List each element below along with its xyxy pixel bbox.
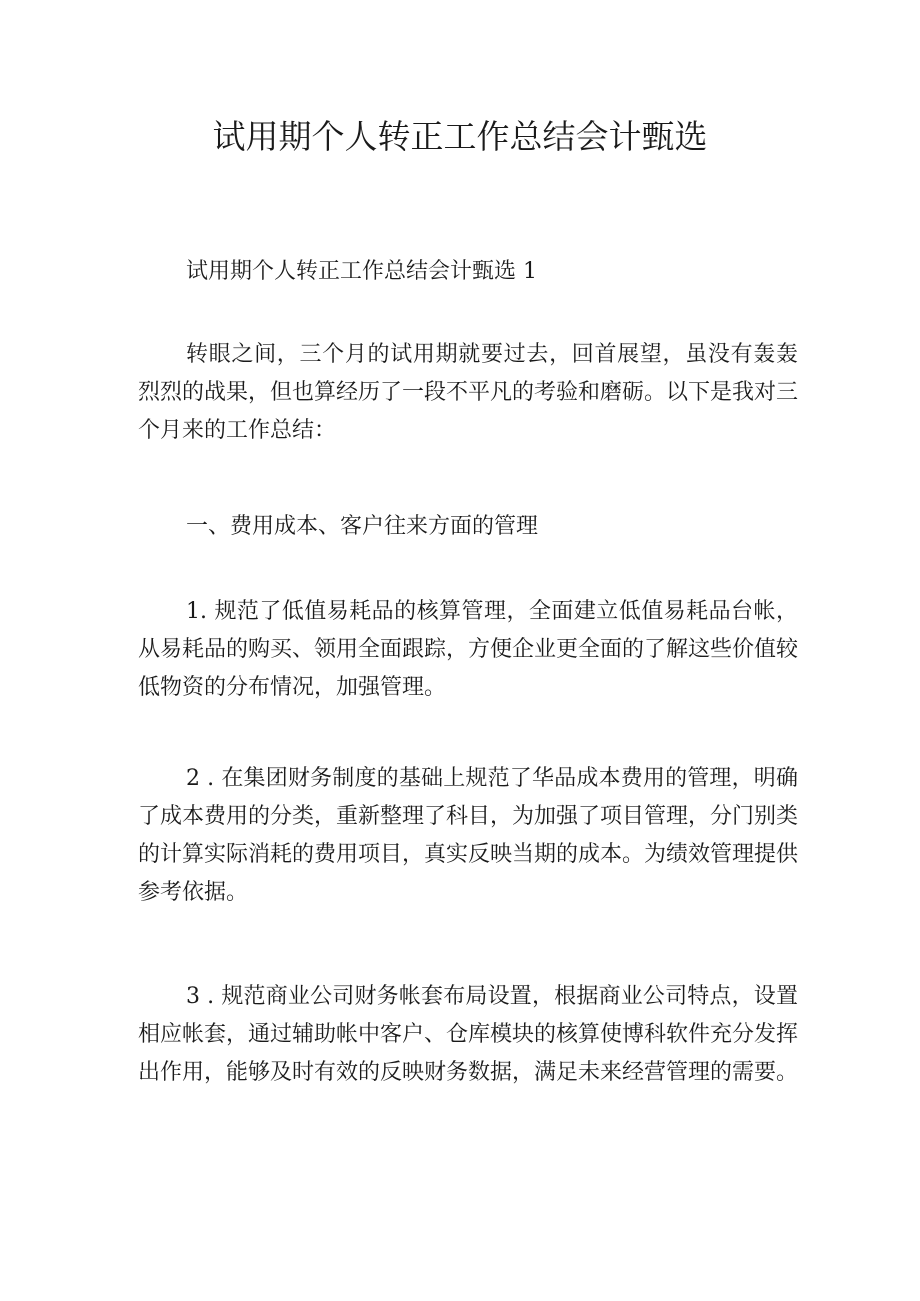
paragraph-item-2: 2 . 在集团财务制度的基础上规范了华品成本费用的管理，明确了成本费用的分类，重新整理了科目，为加强了项目管理，分门别类的计算实际消耗的费用项目，真实反映当期的成本。为绩效管理提供参考依据。 bbox=[138, 766, 799, 905]
paragraph-intro: 转眼之间，三个月的试用期就要过去，回首展望，虽没有轰轰烈烈的战果，但也算经历了一段不平凡的考验和磨砺。以下是我对三个月来的工作总结： bbox=[138, 342, 799, 443]
paragraph-item-3: 3 . 规范商业公司财务帐套布局设置，根据商业公司特点，设置相应帐套，通过辅助帐中客户、仓库模块的核算使博科软件充分发挥出作用，能够及时有效的反映财务数据，满足未来经营管理的需要。 bbox=[138, 984, 799, 1085]
document-title: 试用期个人转正工作总结会计甄选 bbox=[212, 117, 708, 156]
document-subtitle: 试用期个人转正工作总结会计甄选 1 bbox=[186, 259, 537, 284]
section-heading: 一、费用成本、客户往来方面的管理 bbox=[186, 514, 539, 539]
paragraph-item-1: 1. 规范了低值易耗品的核算管理，全面建立低值易耗品台帐，从易耗品的购买、领用全面跟踪，方便企业更全面的了解这些价值较低物资的分布情况，加强管理。 bbox=[138, 599, 799, 700]
